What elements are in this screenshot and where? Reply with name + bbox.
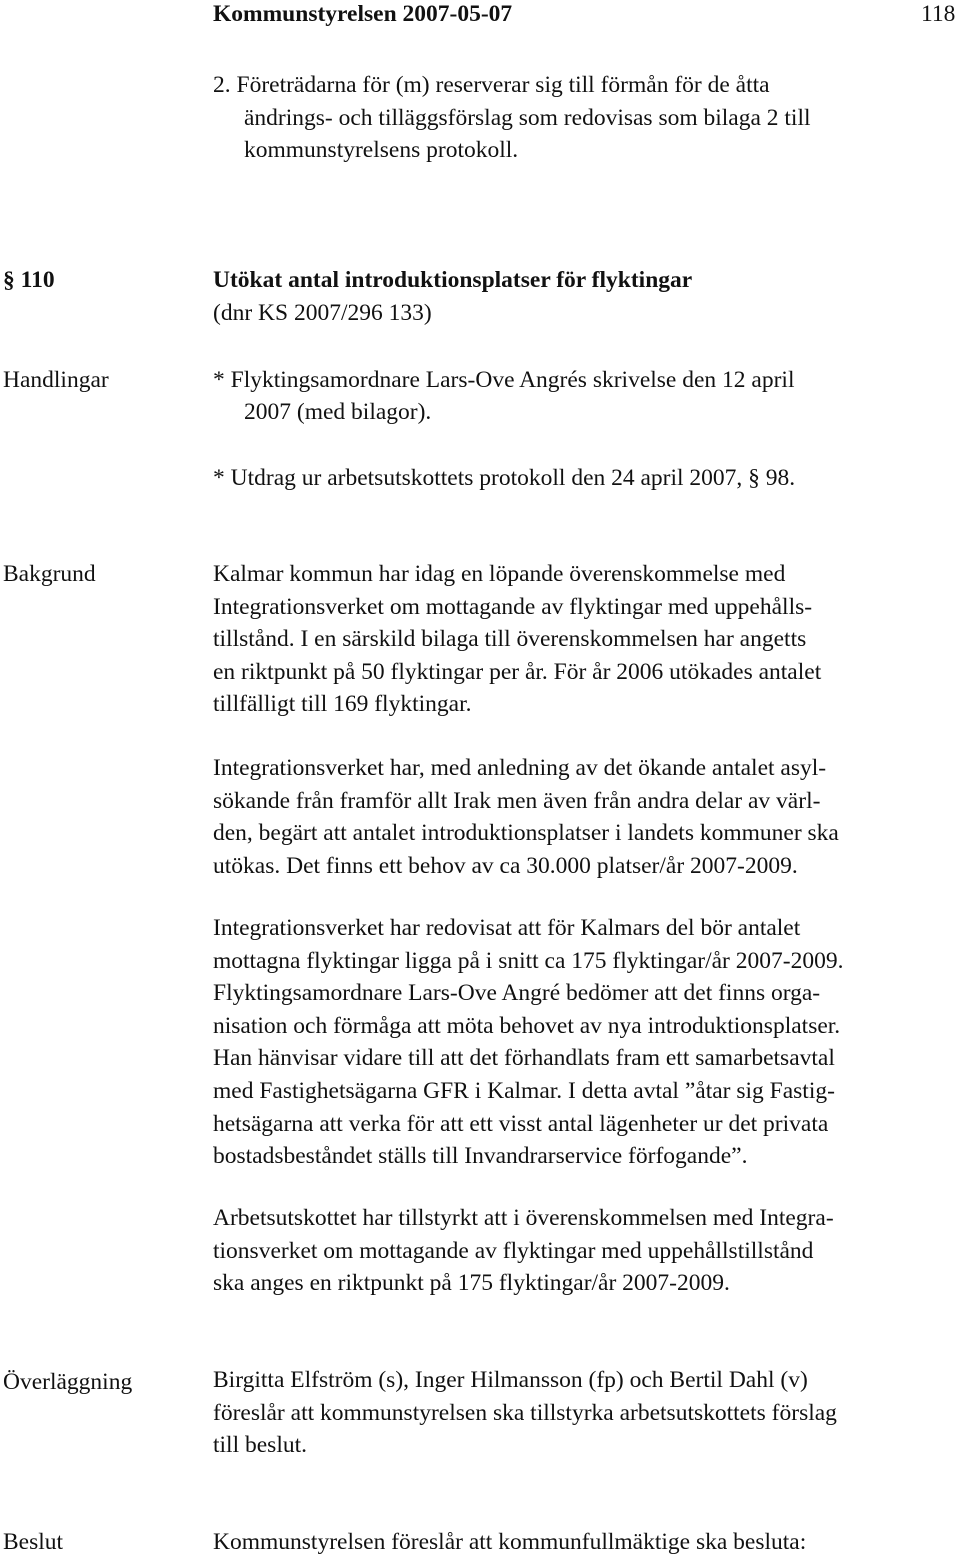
item-2-line: ändrings- och tilläggsförslag som redovisas som bilaga 2 till <box>244 104 811 131</box>
paragraph-line: Integrationsverket har redovisat att för Kalmars del bör antalet <box>213 915 801 941</box>
beslut-label: Beslut <box>3 1529 64 1555</box>
page-number: 118 <box>921 1 956 27</box>
paragraph-line: Integrationsverket har, med anledning av det ökande antalet asyl- <box>213 755 827 781</box>
handlingar-item-2: * Utdrag ur arbetsutskottets protokoll den 24 april 2007, § 98. <box>213 465 796 491</box>
bakgrund-paragraph-4 <box>213 1202 834 1300</box>
paragraph-line: utökas. Det finns ett behov av ca 30.000 platser/år 2007-2009. <box>213 852 798 879</box>
bakgrund-paragraph-2 <box>213 752 839 882</box>
paragraph-line: föreslår att kommunstyrelsen ska tillstyrka arbetsutskottets förslag <box>213 1399 837 1426</box>
paragraph-line: ska anges en riktpunkt på 175 flyktingar/år 2007-2009. <box>213 1270 730 1297</box>
bakgrund-paragraph-3 <box>213 912 843 1173</box>
paragraph-line: sökande från framför allt Irak men även från andra delar av värl- <box>213 787 821 814</box>
paragraph-line: Arbetsutskottet har tillstyrkt att i överenskommelsen med Integra- <box>213 1205 834 1231</box>
section-dnr: (dnr KS 2007/296 133) <box>213 300 432 326</box>
paragraph-line: tillstånd. I en särskild bilaga till överenskommelsen har angetts <box>213 626 807 653</box>
paragraph-line: den, begärt att antalet introduktionsplatser i landets kommuner ska <box>213 820 839 847</box>
paragraph-line: med Fastighetsägarna GFR i Kalmar. I detta avtal ”åtar sig Fastig- <box>213 1077 835 1104</box>
paragraph-line: nisation och förmåga att möta behovet av nya introduktionsplatser. <box>213 1012 841 1039</box>
handlingar-item-1: * Flyktingsamordnare Lars-Ove Angrés skrivelse den 12 april <box>213 367 795 393</box>
paragraph-line: tionsverket om mottagande av flyktingar med uppehållstillstånd <box>213 1237 814 1264</box>
paragraph-line: tillfälligt till 169 flyktingar. <box>213 691 472 718</box>
item-2-line: 2. Företrädarna för (m) reserverar sig till förmån för de åtta <box>213 72 770 98</box>
item-2-line: kommunstyrelsens protokoll. <box>244 137 519 164</box>
section-title: Utökat antal introduktionsplatser för flyktingar <box>213 267 693 293</box>
header-title: Kommunstyrelsen 2007-05-07 <box>213 1 513 27</box>
handlingar-label: Handlingar <box>3 367 109 393</box>
paragraph-line: Integrationsverket om mottagande av flyktingar med uppehålls- <box>213 593 813 620</box>
paragraph-line: Kalmar kommun har idag en löpande överenskommelse med <box>213 561 786 587</box>
bakgrund-paragraph-1 <box>213 558 821 721</box>
overlaggning-paragraph <box>213 1364 837 1462</box>
section-number: § 110 <box>3 267 55 293</box>
item-2-paragraph <box>213 69 811 167</box>
overlaggning-label: Överläggning <box>3 1369 133 1395</box>
beslut-text: Kommunstyrelsen föreslår att kommunfullmäktige ska besluta: <box>213 1529 807 1555</box>
paragraph-line: mottagna flyktingar ligga på i snitt ca 175 flyktingar/år 2007-2009. <box>213 947 844 974</box>
paragraph-line: till beslut. <box>213 1432 307 1459</box>
paragraph-line: Han hänvisar vidare till att det förhandlats fram ett samarbetsavtal <box>213 1045 835 1072</box>
paragraph-line: hetsägarna att verka för att ett visst antal lägenheter ur det privata <box>213 1110 829 1137</box>
paragraph-line: Birgitta Elfström (s), Inger Hilmansson (fp) och Bertil Dahl (v) <box>213 1367 808 1393</box>
paragraph-line: en riktpunkt på 50 flyktingar per år. För år 2006 utökades antalet <box>213 658 822 685</box>
paragraph-line: bostadsbeståndet ställs till Invandrarservice förfogande”. <box>213 1143 748 1170</box>
handlingar-item-1-cont: 2007 (med bilagor). <box>244 399 432 425</box>
paragraph-line: Flyktingsamordnare Lars-Ove Angré bedömer att det finns orga- <box>213 980 821 1007</box>
bakgrund-label: Bakgrund <box>3 561 96 587</box>
